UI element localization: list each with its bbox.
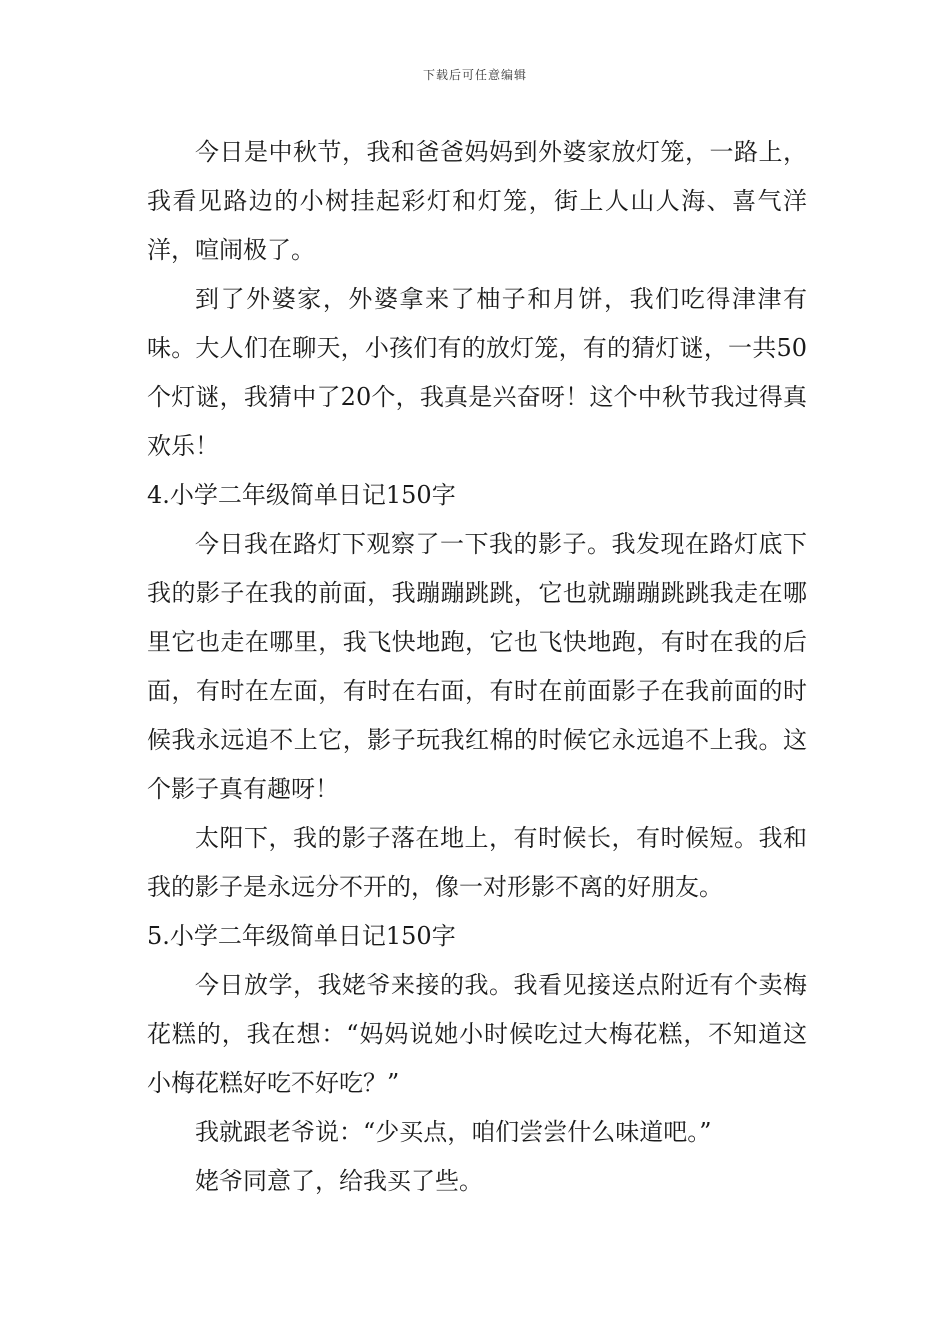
paragraph-plum-cake-1: 今日放学，我姥爷来接的我。我看见接送点附近有个卖梅花糕的，我在想：“妈妈说她小时候吃过大梅花糕，不知道这小梅花糕好吃不好吃？” bbox=[147, 971, 807, 1097]
paragraph-mid-autumn-2: 到了外婆家，外婆拿来了柚子和月饼，我们吃得津津有味。大人们在聊天，小孩们有的放灯笼，有的猜灯谜，一共50个灯谜，我猜中了20个，我真是兴奋呀！这个中秋节我过得真欢乐！ bbox=[147, 285, 807, 460]
document-body bbox=[147, 128, 807, 1206]
section-heading-4: 4.小学二年级简单日记150字 bbox=[147, 481, 456, 509]
section-heading-5: 5.小学二年级简单日记150字 bbox=[147, 922, 456, 950]
paragraph-plum-cake-3: 姥爷同意了，给我买了些。 bbox=[195, 1167, 483, 1195]
paragraph-shadow-2: 太阳下，我的影子落在地上，有时候长，有时候短。我和我的影子是永远分不开的，像一对形影不离的好朋友。 bbox=[147, 824, 807, 901]
paragraph-shadow-1: 今日我在路灯下观察了一下我的影子。我发现在路灯底下我的影子在我的前面，我蹦蹦跳跳，它也就蹦蹦跳跳我走在哪里它也走在哪里，我飞快地跑，它也飞快地跑，有时在我的后面，有时在左面，有时在右面，有时在前面影子在我前面的时候我永远追不上它，影子玩我红棉的时候它永远追不上我。这个影子真有趣呀！ bbox=[147, 530, 807, 803]
paragraph-plum-cake-2: 我就跟老爷说：“少买点，咱们尝尝什么味道吧。” bbox=[195, 1118, 712, 1146]
page-header: 下载后可任意编辑 bbox=[422, 68, 527, 82]
paragraph-mid-autumn-1: 今日是中秋节，我和爸爸妈妈到外婆家放灯笼，一路上，我看见路边的小树挂起彩灯和灯笼，街上人山人海、喜气洋洋，喧闹极了。 bbox=[147, 138, 807, 264]
